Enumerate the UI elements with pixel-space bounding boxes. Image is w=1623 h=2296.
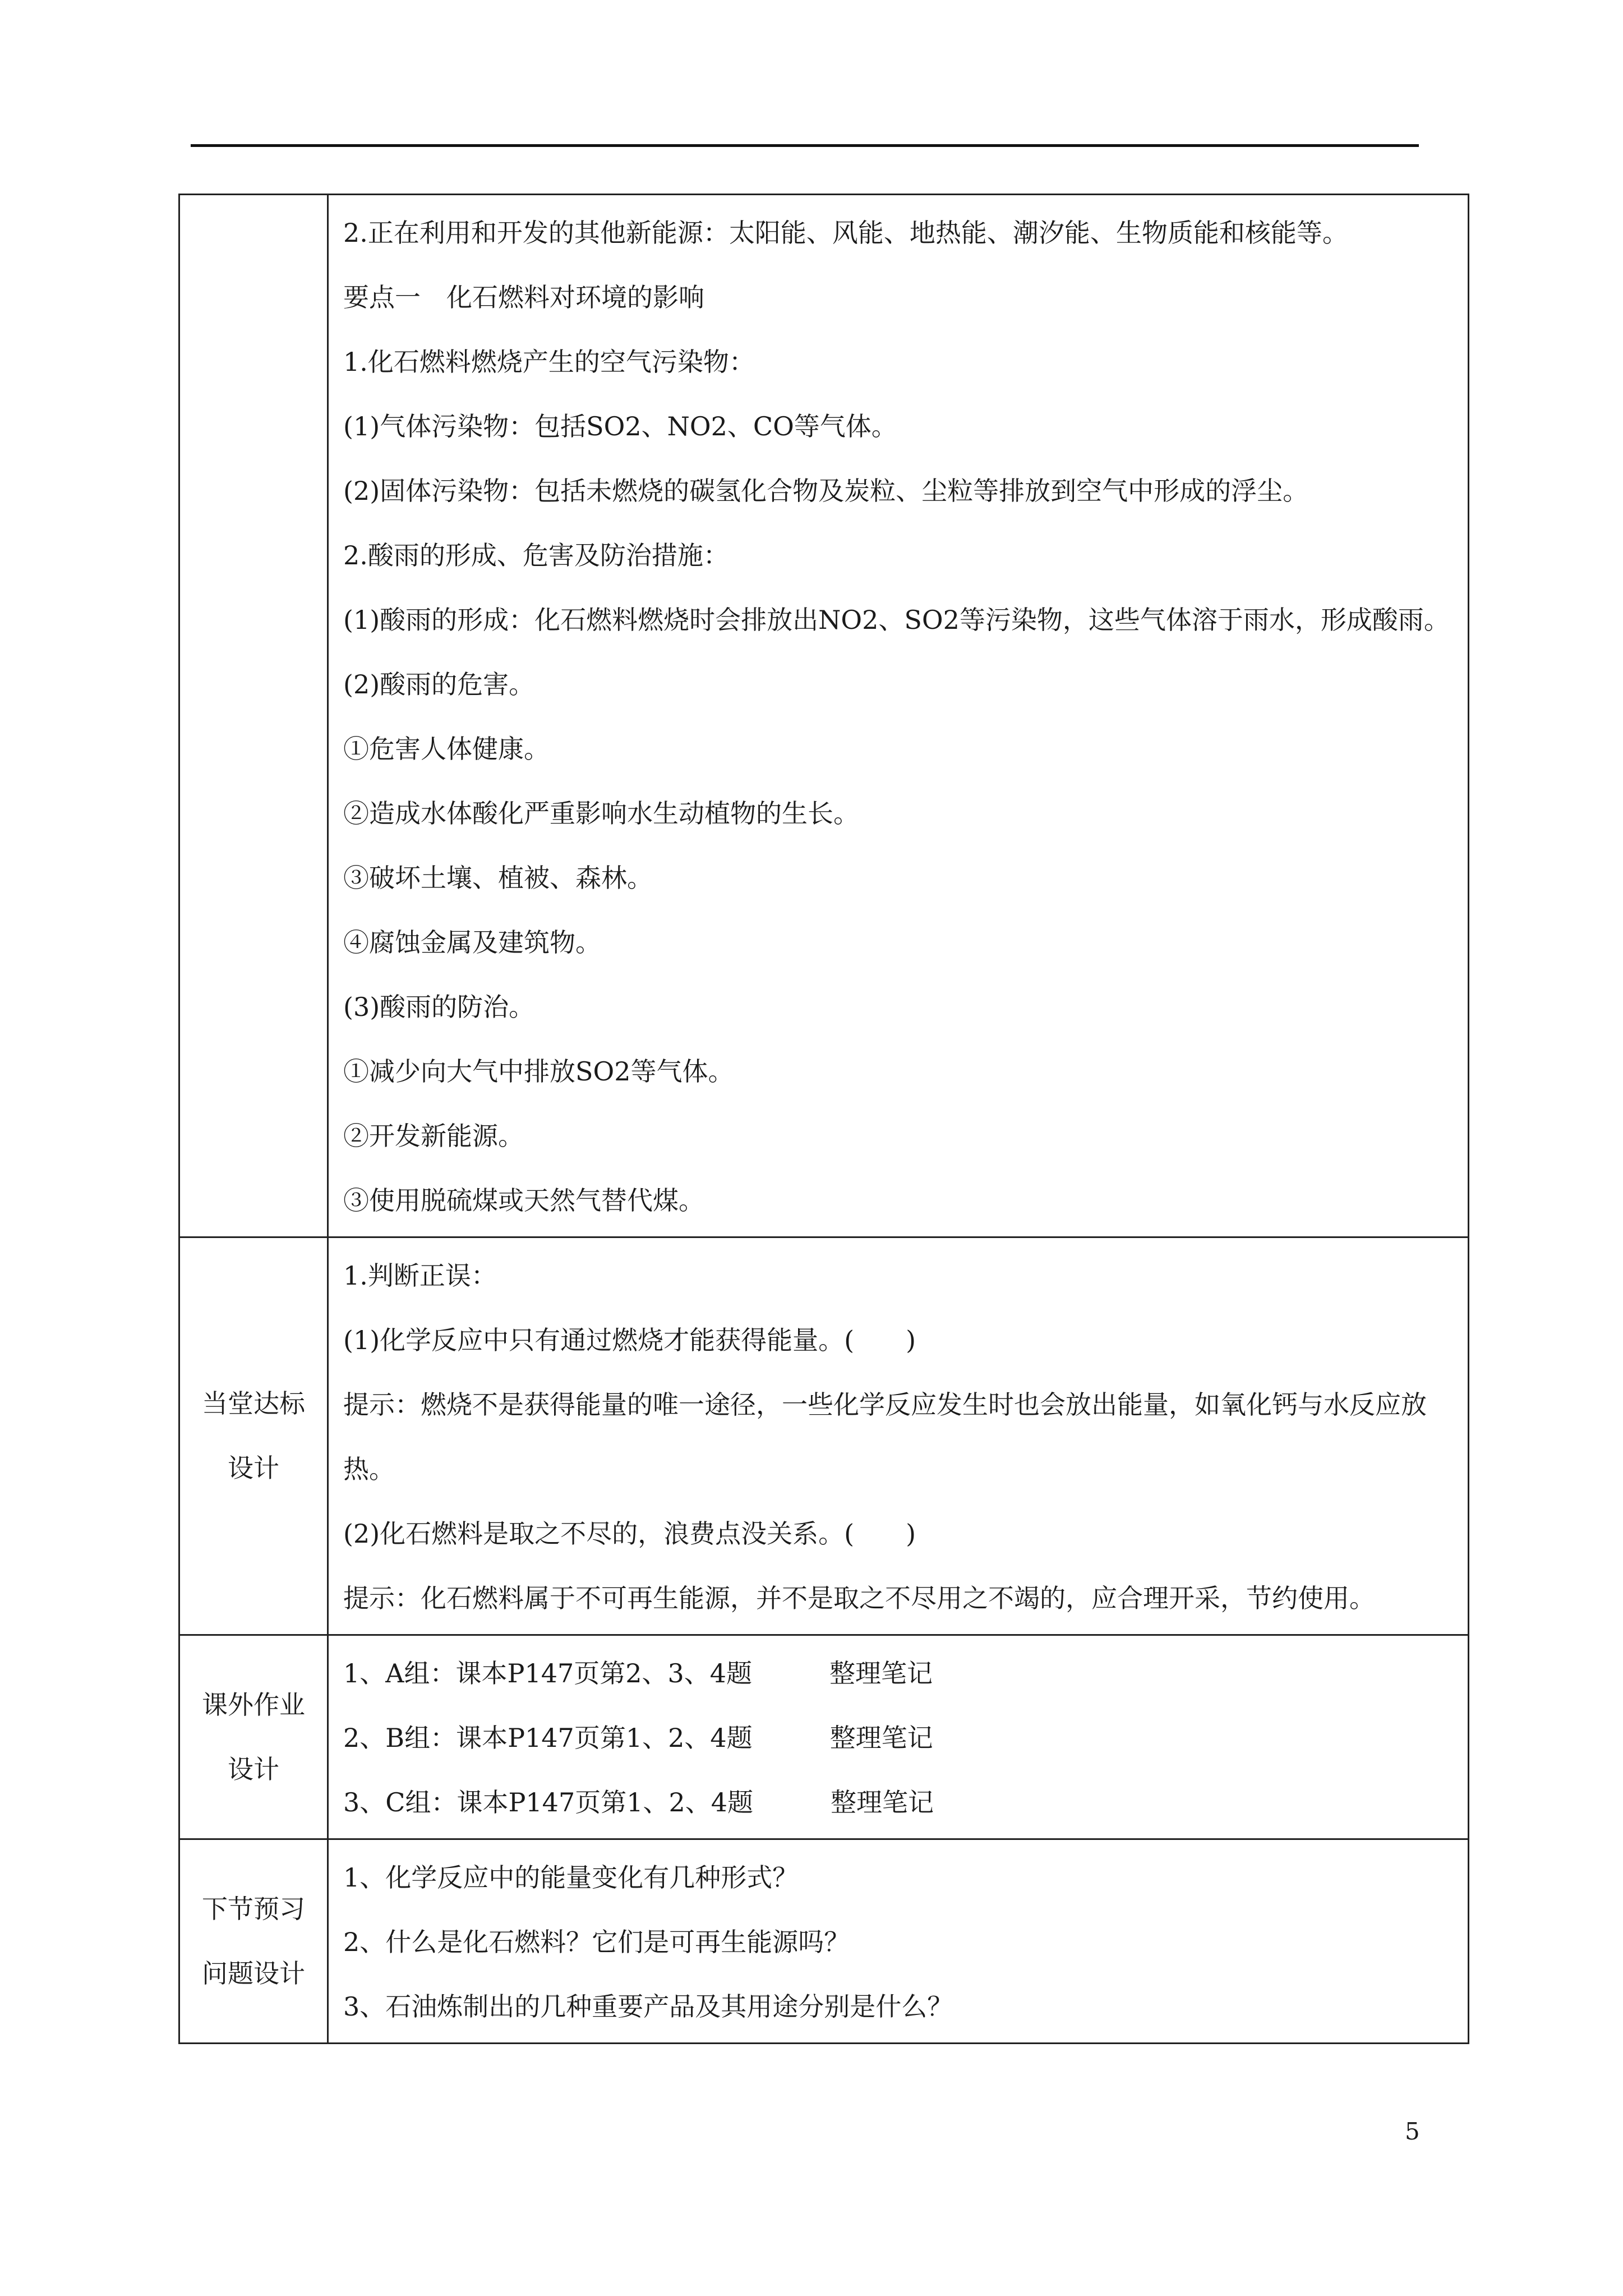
text-line: (3)酸雨的防治。 [343,992,535,1022]
row-label-line: 当堂达标 [202,1388,305,1419]
section-heading: 要点一 化石燃料对环境的影响 [343,282,704,312]
page-number: 5 [1405,2118,1420,2145]
table-row-preview-questions [179,1839,1469,2044]
table-row-homework [179,1635,1469,1839]
row-label-line: 设计 [228,1754,279,1784]
row-content-new-energy [328,195,1469,1237]
row-content-homework [328,1635,1469,1839]
text-line: 1、化学反应中的能量变化有几种形式？ [343,1862,799,1893]
row-label-preview-questions [179,1839,328,2044]
text-line: 提示：化石燃料属于不可再生能源，并不是取之不尽用之不竭的，应合理开采，节约使用。 [343,1583,1375,1613]
row-content-class-assessment [328,1237,1469,1635]
row-label-line: 设计 [228,1453,279,1483]
text-line: ①减少向大气中排放SO2等气体。 [343,1056,734,1087]
text-line: ④腐蚀金属及建筑物。 [343,927,601,958]
text-line: 3、石油炼制出的几种重要产品及其用途分别是什么？ [343,1991,953,2022]
text-line: 1.判断正误： [343,1260,497,1291]
text-line: 2.正在利用和开发的其他新能源：太阳能、风能、地热能、潮汐能、生物质能和核能等。 [343,218,1348,248]
text-line: 2、B组：课本P147页第1、2、4题 整理笔记 [343,1723,933,1753]
text-line: (1)酸雨的形成：化石燃料燃烧时会排放出NO2、SO2等污染物，这些气体溶于雨水，形成酸雨。 [343,605,1450,635]
text-line: (2)化石燃料是取之不尽的，浪费点没关系。( ) [343,1519,916,1549]
text-line: 3、C组：课本P147页第1、2、4题 整理笔记 [343,1787,934,1818]
text-line: ③使用脱硫煤或天然气替代煤。 [343,1185,704,1216]
text-line: ②开发新能源。 [343,1121,524,1151]
row-label-line: 课外作业 [202,1689,305,1720]
text-line: 1.化石燃料燃烧产生的空气污染物： [343,347,755,377]
text-line: 2、什么是化石燃料？它们是可再生能源吗？ [343,1927,850,1957]
text-line: (1)化学反应中只有通过燃烧才能获得能量。( ) [343,1325,916,1355]
row-label-line: 下节预习 [202,1893,305,1924]
text-line: 提示：燃烧不是获得能量的唯一途径，一些化学反应发生时也会放出能量，如氧化钙与水反应放热。 [343,1389,1427,1484]
row-label-empty [179,195,328,1237]
text-line: 1、A组：课本P147页第2、3、4题 整理笔记 [343,1658,933,1688]
header-rule [191,144,1419,147]
text-line: 2.酸雨的形成、危害及防治措施： [343,540,729,570]
table-row-new-energy [179,195,1469,1237]
row-label-homework [179,1635,328,1839]
text-line: ③破坏土壤、植被、森林。 [343,863,653,893]
row-content-preview-questions [328,1839,1469,2044]
text-line: (2)固体污染物：包括未燃烧的碳氢化合物及炭粒、尘粒等排放到空气中形成的浮尘。 [343,476,1309,506]
row-label-line: 问题设计 [202,1958,305,1989]
lesson-plan-table [178,194,1469,2044]
text-line: (2)酸雨的危害。 [343,669,535,700]
text-line: ①危害人体健康。 [343,734,550,764]
text-line: ②造成水体酸化严重影响水生动植物的生长。 [343,798,859,829]
table-row-class-assessment [179,1237,1469,1635]
row-label-class-assessment [179,1237,328,1635]
text-line: (1)气体污染物：包括SO2、NO2、CO等气体。 [343,411,897,441]
